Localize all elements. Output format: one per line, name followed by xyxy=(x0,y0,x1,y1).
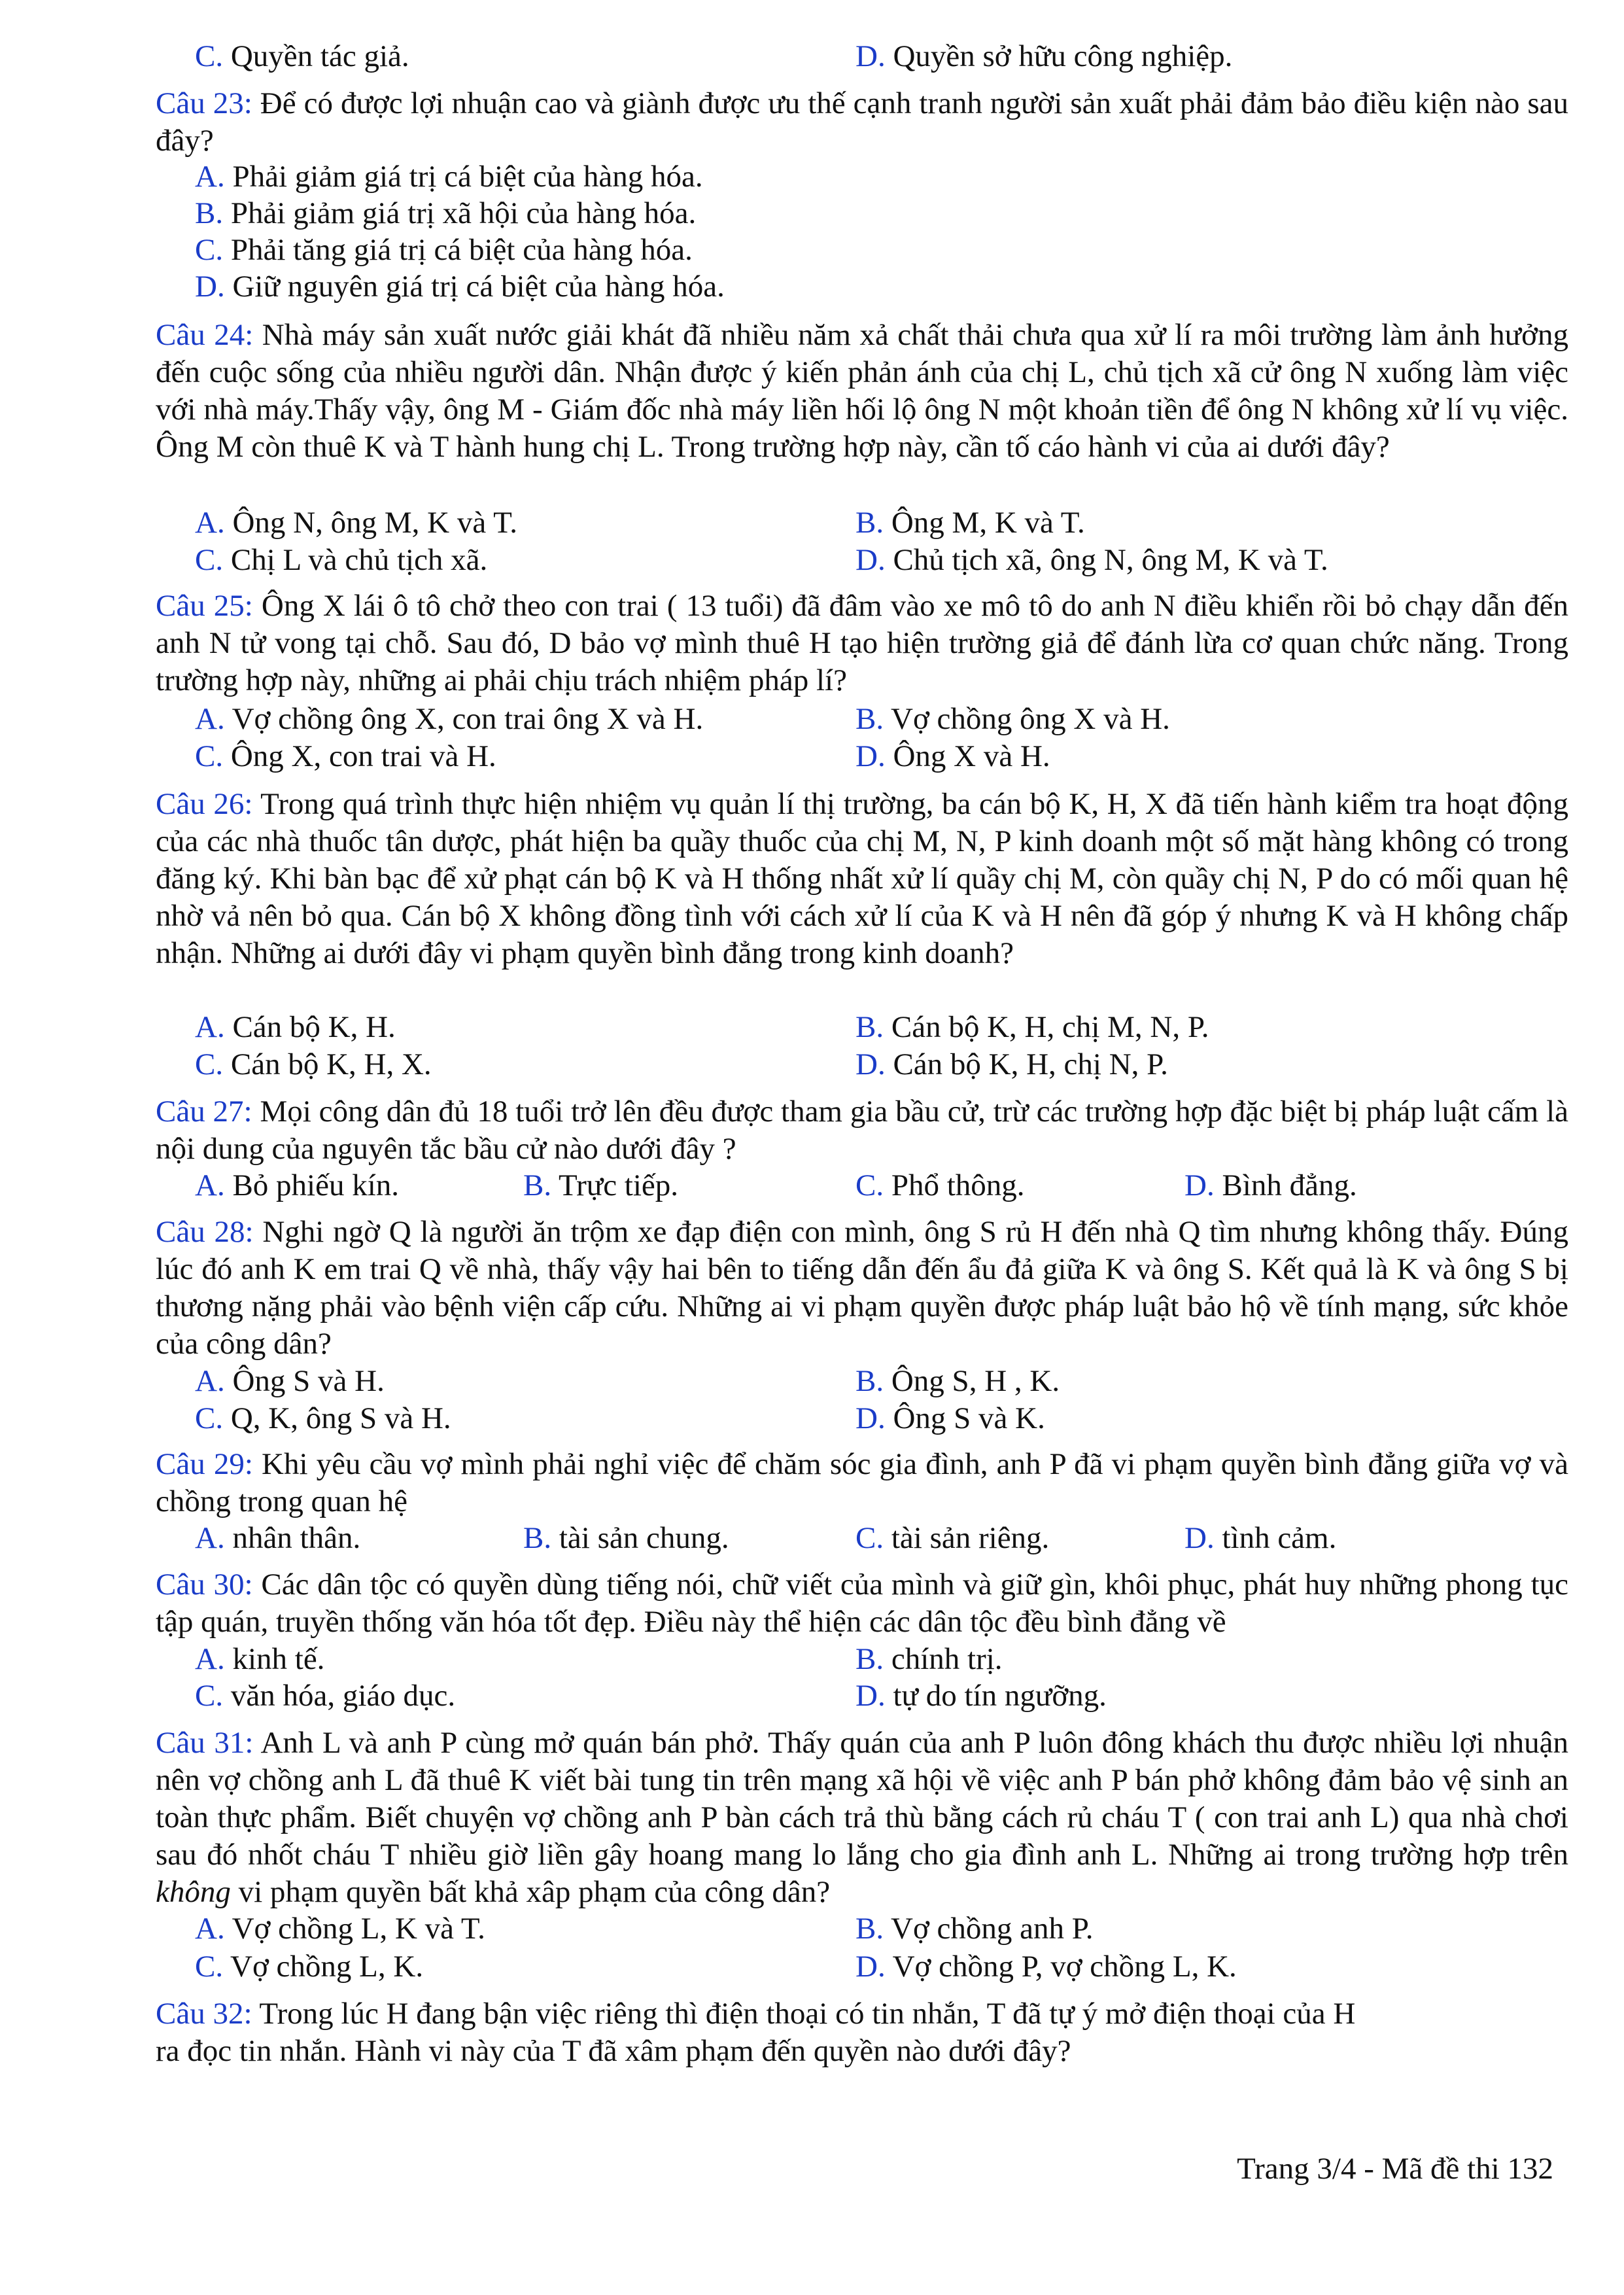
option-text: tự do tín ngưỡng. xyxy=(893,1679,1107,1713)
option-letter: B. xyxy=(855,1010,884,1044)
q28-option-c xyxy=(195,1400,451,1437)
question-label: Câu 24: xyxy=(156,318,254,352)
question-text: Nhà máy sản xuất nước giải khát đã nhiều năm xả chất thải chưa qua xử lí ra môi trường làm ảnh hưởng đến cuộc sống của nhiều người dân. Nhận được ý kiến phản ánh của chị L, chủ tịch xã cử ông N xuống làm việc với nhà máy.Thấy vậy, ông M - Giám đốc nhà máy liền hối lộ ông N một khoản tiền để ông N không xử lí vụ việc. Ông M còn thuê K và T hành hung chị L. Trong trường hợp này, cần tố cáo hành vi của ai dưới đây? xyxy=(156,318,1568,464)
option-letter: B. xyxy=(523,1521,552,1555)
question-text: Khi yêu cầu vợ mình phải nghỉ việc để chăm sóc gia đình, anh P đã vi phạm quyền bình đẳng giữa vợ và chồng trong quan hệ xyxy=(156,1447,1568,1518)
option-letter: B. xyxy=(195,196,224,230)
option-text: Ông S và K. xyxy=(893,1401,1045,1435)
q31-stem xyxy=(156,1725,1568,1911)
question-emphasis: không xyxy=(156,1875,231,1909)
question-label: Câu 25: xyxy=(156,589,253,623)
option-letter: D. xyxy=(195,270,225,304)
q23-option-a xyxy=(195,158,703,196)
option-letter: B. xyxy=(855,1642,884,1676)
option-letter: A. xyxy=(195,160,225,194)
question-text-after: vi phạm quyền bất khả xâp phạm của công dân? xyxy=(230,1875,831,1909)
option-text: Cán bộ K, H. xyxy=(232,1010,396,1044)
option-letter: B. xyxy=(855,506,884,540)
question-label: Câu 31: xyxy=(156,1726,254,1760)
q23-option-b xyxy=(195,195,696,232)
option-text: Ông S, H , K. xyxy=(891,1364,1060,1398)
option-text: Giữ nguyên giá trị cá biệt của hàng hóa. xyxy=(232,270,725,304)
q24-option-c xyxy=(195,542,487,579)
q31-option-a xyxy=(195,1910,485,1948)
q27-option-c xyxy=(855,1167,1025,1204)
question-label: Câu 27: xyxy=(156,1095,252,1129)
option-text: tài sản riêng. xyxy=(891,1521,1050,1555)
option-letter: C. xyxy=(195,1401,224,1435)
option-letter: B. xyxy=(855,702,884,736)
q22-option-c xyxy=(195,38,409,75)
option-letter: B. xyxy=(855,1912,884,1946)
option-letter: B. xyxy=(523,1168,552,1202)
option-letter: D. xyxy=(855,543,886,577)
option-text: Chủ tịch xã, ông N, ông M, K và T. xyxy=(893,543,1328,577)
q28-option-a xyxy=(195,1363,385,1400)
q26-option-a xyxy=(195,1009,396,1046)
option-letter: A. xyxy=(195,1364,225,1398)
question-text: Trong lúc H đang bận việc riêng thì điện thoại có tin nhắn, T đã tự ý mở điện thoại của H xyxy=(252,1997,1356,2031)
option-text: Trực tiếp. xyxy=(559,1168,679,1202)
q28-stem xyxy=(156,1214,1568,1363)
question-text: Mọi công dân đủ 18 tuổi trở lên đều được tham gia bầu cử, trừ các trường hợp đặc biệt bị pháp luật cấm là nội dung của nguyên tắc bầu cử nào dưới đây ? xyxy=(156,1095,1568,1166)
option-text: Bỏ phiếu kín. xyxy=(232,1168,400,1202)
option-letter: A. xyxy=(195,1168,225,1202)
option-letter: A. xyxy=(195,506,225,540)
q30-stem xyxy=(156,1566,1568,1641)
option-text: Cán bộ K, H, X. xyxy=(230,1047,432,1081)
q25-option-c xyxy=(195,738,496,775)
option-letter: D. xyxy=(855,739,886,773)
question-label: Câu 28: xyxy=(156,1215,254,1249)
q25-stem xyxy=(156,587,1568,699)
q27-option-a xyxy=(195,1167,399,1204)
option-letter: A. xyxy=(195,1912,225,1946)
option-text: tài sản chung. xyxy=(559,1521,729,1555)
option-letter: C. xyxy=(195,739,224,773)
q27-option-b xyxy=(523,1167,678,1204)
q26-stem xyxy=(156,786,1568,972)
q24-option-a xyxy=(195,504,517,542)
option-letter: A. xyxy=(195,1521,225,1555)
question-text: Các dân tộc có quyền dùng tiếng nói, chữ viết của mình và giữ gìn, khôi phục, phát huy những phong tục tập quán, truyền thống văn hóa tốt đẹp. Điều này thể hiện các dân tộc đều bình đẳng về xyxy=(156,1568,1568,1639)
option-letter: D. xyxy=(855,1679,886,1713)
q30-option-d xyxy=(855,1677,1107,1715)
option-text: Ông M, K và T. xyxy=(891,506,1085,540)
option-letter: A. xyxy=(195,702,225,736)
option-letter: D. xyxy=(855,1047,886,1081)
option-text: Vợ chồng L, K. xyxy=(230,1950,424,1984)
option-text: Quyền sở hữu công nghiệp. xyxy=(893,39,1233,73)
q30-option-b xyxy=(855,1641,1003,1678)
option-letter: C. xyxy=(195,1047,224,1081)
option-text: kinh tế. xyxy=(232,1642,325,1676)
option-text: Vợ chồng P, vợ chồng L, K. xyxy=(892,1950,1237,1984)
option-text: Vợ chồng ông X và H. xyxy=(891,702,1170,736)
option-text: Ông X, con trai và H. xyxy=(230,739,496,773)
q24-option-d xyxy=(855,542,1328,579)
page-footer: Trang 3/4 - Mã đề thi 132 xyxy=(1237,2152,1553,2186)
q30-option-c xyxy=(195,1677,455,1715)
question-label: Câu 23: xyxy=(156,86,252,120)
q30-option-a xyxy=(195,1641,324,1678)
question-text: Trong quá trình thực hiện nhiệm vụ quản lí thị trường, ba cán bộ K, H, X đã tiến hành kiểm tra hoạt động của các nhà thuốc tân dược, phát hiện ba quầy thuốc của chị M, N, P kinh doanh một số mặt hàng không có trong đăng ký. Khi bàn bạc để xử phạt cán bộ K và H thống nhất xử lí quầy chị M, còn quầy chị N, P do có mối quan hệ nhờ vả nên bỏ qua. Cán bộ X không đồng tình với cách xử lí của K và H nên đã góp ý nhưng K và H không chấp nhận. Những ai dưới đây vi phạm quyền bình đẳng trong kinh doanh? xyxy=(156,787,1568,970)
option-text: Phải giảm giá trị xã hội của hàng hóa. xyxy=(230,196,697,230)
option-text: chính trị. xyxy=(891,1642,1003,1676)
q29-stem xyxy=(156,1446,1568,1520)
question-text: Ông X lái ô tô chở theo con trai ( 13 tuổi) đã đâm vào xe mô tô do anh N điều khiển rồi bỏ chạy dẫn đến anh N tử vong tại chỗ. Sau đó, D bảo vợ mình thuê H tạo hiện trường giả để đánh lừa cơ quan chức năng. Trong trường hợp này, những ai phải chịu trách nhiệm pháp lí? xyxy=(156,589,1568,697)
option-text: Phải giảm giá trị cá biệt của hàng hóa. xyxy=(232,160,703,194)
question-label: Câu 29: xyxy=(156,1447,253,1481)
q24-option-b xyxy=(855,504,1085,542)
q22-option-d xyxy=(855,38,1232,75)
option-text: nhân thân. xyxy=(232,1521,361,1555)
option-text: Vợ chồng ông X, con trai ông X và H. xyxy=(232,702,704,736)
q23-option-c xyxy=(195,232,693,269)
option-letter: C. xyxy=(855,1521,884,1555)
option-text: Quyền tác giả. xyxy=(230,39,409,73)
option-letter: C. xyxy=(195,39,224,73)
q31-option-b xyxy=(855,1910,1093,1948)
question-text: Anh L và anh P cùng mở quán bán phở. Thấy quán của anh P luôn đông khách thu được nhiều lợi nhuận nên vợ chồng anh L đã thuê K viết bài tung tin trên mạng xã hội về việc anh P bán phở không đảm bảo vệ sinh an toàn thực phẩm. Biết chuyện vợ chồng anh P bàn cách trả thù bằng cách rủ cháu T ( con trai anh L) qua nhà chơi sau đó nhốt cháu T nhiều giờ liền gây hoang mang lo lắng cho gia đình anh L. Những ai trong trường hợp trên xyxy=(156,1726,1568,1872)
question-text: Để có được lợi nhuận cao và giành được ưu thế cạnh tranh người sản xuất phải đảm bảo điều kiện nào sau đây? xyxy=(156,86,1568,158)
q29-option-c xyxy=(855,1520,1049,1557)
q27-option-d xyxy=(1184,1167,1357,1204)
option-letter: C. xyxy=(195,1950,224,1984)
q32-stem-line-2 xyxy=(156,2033,1071,2070)
option-text: Ông X và H. xyxy=(893,739,1050,773)
q26-option-b xyxy=(855,1009,1209,1046)
option-letter: C. xyxy=(195,1679,224,1713)
option-letter: A. xyxy=(195,1642,225,1676)
question-label: Câu 30: xyxy=(156,1568,253,1602)
option-letter: D. xyxy=(1184,1168,1215,1202)
option-letter: C. xyxy=(855,1168,884,1202)
q28-option-d xyxy=(855,1400,1045,1437)
option-text: Phổ thông. xyxy=(891,1168,1025,1202)
option-text: Chị L và chủ tịch xã. xyxy=(230,543,488,577)
option-letter: B. xyxy=(855,1364,884,1398)
option-text: Ông S và H. xyxy=(232,1364,385,1398)
q31-option-c xyxy=(195,1948,423,1986)
q23-option-d xyxy=(195,268,725,306)
option-text: Vợ chồng anh P. xyxy=(891,1912,1094,1946)
question-label: Câu 26: xyxy=(156,787,253,821)
option-text: Bình đẳng. xyxy=(1222,1168,1357,1202)
q26-option-c xyxy=(195,1046,432,1083)
option-text: Ông N, ông M, K và T. xyxy=(232,506,518,540)
option-text: văn hóa, giáo dục. xyxy=(230,1679,456,1713)
option-text: Cán bộ K, H, chị M, N, P. xyxy=(891,1010,1209,1044)
option-letter: C. xyxy=(195,233,224,267)
option-text: tình cảm. xyxy=(1222,1521,1337,1555)
q29-option-a xyxy=(195,1520,360,1557)
option-letter: C. xyxy=(195,543,224,577)
q32-stem-line-1 xyxy=(156,1995,1355,2033)
option-letter: D. xyxy=(1184,1521,1215,1555)
question-text: Nghi ngờ Q là người ăn trộm xe đạp điện con mình, ông S rủ H đến nhà Q tìm nhưng không thấy. Đúng lúc đó anh K em trai Q về nhà, thấy vậy hai bên to tiếng dẫn đến ẩu đả giữa K và ông S. Kết quả là K và ông S bị thương nặng phải vào bệnh viện cấp cứu. Những ai vi phạm quyền được pháp luật bảo hộ về tính mạng, sức khỏe của công dân? xyxy=(156,1215,1568,1361)
q24-stem xyxy=(156,317,1568,466)
question-text: ra đọc tin nhắn. Hành vi này của T đã xâm phạm đến quyền nào dưới đây? xyxy=(156,2034,1071,2068)
option-text: Phải tăng giá trị cá biệt của hàng hóa. xyxy=(230,233,693,267)
q29-option-b xyxy=(523,1520,729,1557)
option-letter: A. xyxy=(195,1010,225,1044)
q29-option-d xyxy=(1184,1520,1336,1557)
option-letter: D. xyxy=(855,1401,886,1435)
q28-option-b xyxy=(855,1363,1060,1400)
q25-option-a xyxy=(195,701,703,738)
option-letter: D. xyxy=(855,1950,886,1984)
option-text: Cán bộ K, H, chị N, P. xyxy=(893,1047,1168,1081)
q27-stem xyxy=(156,1093,1568,1168)
q31-option-d xyxy=(855,1948,1237,1986)
q25-option-d xyxy=(855,738,1050,775)
option-text: Vợ chồng L, K và T. xyxy=(232,1912,485,1946)
option-letter: D. xyxy=(855,39,886,73)
q23-stem xyxy=(156,85,1568,160)
q25-option-b xyxy=(855,701,1170,738)
option-text: Q, K, ông S và H. xyxy=(230,1401,451,1435)
question-label: Câu 32: xyxy=(156,1997,252,2031)
q26-option-d xyxy=(855,1046,1168,1083)
